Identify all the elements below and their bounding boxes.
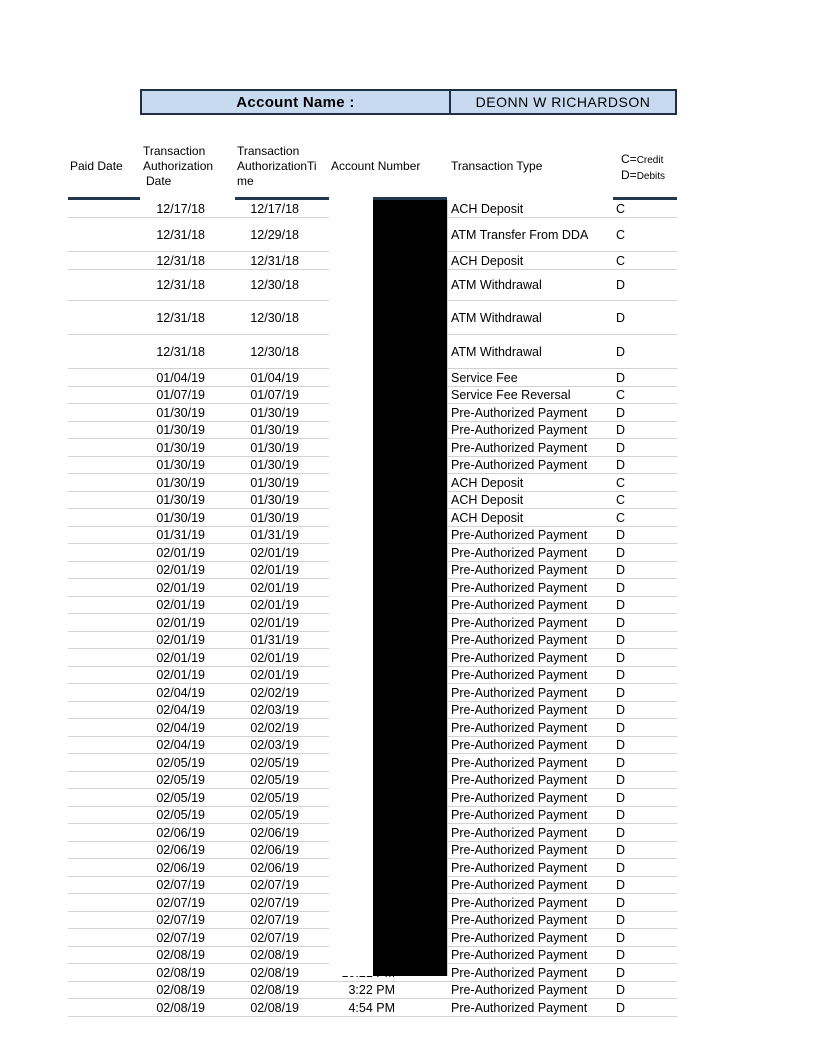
paid-date-cell: 02/06/19 xyxy=(156,860,205,875)
table-row xyxy=(68,982,677,999)
credit-debit-cell: D xyxy=(616,423,626,437)
credit-debit-cell: D xyxy=(616,685,626,700)
credit-debit-cell: D xyxy=(616,440,626,455)
authorization-date-cell: 12/31/18 xyxy=(250,253,299,268)
transaction-type-cell: Pre-Authorized Payment xyxy=(451,878,588,892)
transaction-type-cell: Pre-Authorized Payment xyxy=(451,913,588,927)
credit-debit-cell: C xyxy=(616,227,626,242)
transaction-type-cell: ATM Withdrawal xyxy=(451,278,542,292)
transaction-type-cell: ACH Deposit xyxy=(451,475,524,490)
paid-date-cell: 01/30/19 xyxy=(156,493,205,507)
paid-date-cell: 02/07/19 xyxy=(156,930,205,945)
transaction-type-cell: Pre-Authorized Payment xyxy=(451,930,588,945)
paid-date-cell: 02/01/19 xyxy=(156,615,205,630)
credit-debit-cell: D xyxy=(616,310,626,325)
credit-debit-cell: D xyxy=(616,668,626,682)
paid-date-cell: 02/08/19 xyxy=(156,983,205,997)
paid-date-cell: 02/05/19 xyxy=(156,773,205,787)
header-credit-word: Credit xyxy=(636,155,664,166)
credit-debit-cell: D xyxy=(616,598,626,612)
credit-debit-cell: D xyxy=(616,650,626,665)
transaction-type-cell: Pre-Authorized Payment xyxy=(451,685,588,700)
authorization-date-cell: 02/01/19 xyxy=(250,650,299,665)
credit-debit-cell: C xyxy=(616,493,626,507)
authorization-date-cell: 02/08/19 xyxy=(250,983,299,997)
transaction-type-cell: Pre-Authorized Payment xyxy=(451,615,588,630)
transaction-type-cell: Pre-Authorized Payment xyxy=(451,755,588,770)
authorization-date-cell: 02/05/19 xyxy=(250,790,299,805)
credit-debit-cell: D xyxy=(616,738,626,752)
header-transaction-type: Transaction Type xyxy=(451,159,543,173)
header-account-number: Account Number xyxy=(331,159,421,173)
account-name-label: Account Name : xyxy=(142,91,451,113)
authorization-date-cell: 01/30/19 xyxy=(250,423,299,437)
paid-date-cell: 01/30/19 xyxy=(156,405,205,420)
header-authorization-date-line2: Authorization xyxy=(143,159,214,173)
paid-date-cell: 01/30/19 xyxy=(156,475,205,490)
header-credit-code: C= xyxy=(621,152,637,166)
transaction-type-cell: Pre-Authorized Payment xyxy=(451,1000,588,1015)
credit-debit-cell: C xyxy=(616,475,626,490)
transaction-type-cell: Pre-Authorized Payment xyxy=(451,773,588,787)
paid-date-cell: 02/01/19 xyxy=(156,668,205,682)
paid-date-cell: 02/05/19 xyxy=(156,790,205,805)
transaction-type-cell: Pre-Authorized Payment xyxy=(451,790,588,805)
paid-date-cell: 02/01/19 xyxy=(156,563,205,577)
authorization-date-cell: 02/08/19 xyxy=(250,948,299,962)
transaction-type-cell: Pre-Authorized Payment xyxy=(451,633,588,647)
paid-date-cell: 02/01/19 xyxy=(156,545,205,560)
paid-date-cell: 02/05/19 xyxy=(156,808,205,822)
authorization-date-cell: 02/05/19 xyxy=(250,808,299,822)
transaction-type-cell: Pre-Authorized Payment xyxy=(451,965,588,980)
header-debit-code: D= xyxy=(621,168,637,182)
table-row xyxy=(68,999,677,1017)
transaction-type-cell: Pre-Authorized Payment xyxy=(451,440,588,455)
authorization-date-cell: 02/07/19 xyxy=(250,930,299,945)
paid-date-cell: 02/01/19 xyxy=(156,598,205,612)
paid-date-cell: 01/04/19 xyxy=(156,370,205,385)
authorization-date-cell: 02/01/19 xyxy=(250,563,299,577)
paid-date-cell: 12/31/18 xyxy=(156,253,205,268)
header-authorization-time-line2: AuthorizationTi xyxy=(237,159,317,173)
transaction-type-cell: Pre-Authorized Payment xyxy=(451,545,588,560)
transaction-type-cell: Pre-Authorized Payment xyxy=(451,405,588,420)
credit-debit-cell: D xyxy=(616,528,626,542)
credit-debit-cell: D xyxy=(616,405,626,420)
authorization-date-cell: 02/08/19 xyxy=(250,1000,299,1015)
paid-date-cell: 02/08/19 xyxy=(156,1000,205,1015)
transaction-type-cell: Pre-Authorized Payment xyxy=(451,423,588,437)
credit-debit-cell: D xyxy=(616,1000,626,1015)
header-authorization-time-line3: me xyxy=(237,174,254,188)
transaction-type-cell: Pre-Authorized Payment xyxy=(451,808,588,822)
credit-debit-cell: D xyxy=(616,825,626,840)
paid-date-cell: 02/04/19 xyxy=(156,720,205,735)
credit-debit-cell: D xyxy=(616,545,626,560)
credit-debit-cell: D xyxy=(616,563,626,577)
header-credit-debit xyxy=(621,152,665,184)
transaction-type-cell: ACH Deposit xyxy=(451,253,524,268)
authorization-time-cell: 4:54 PM xyxy=(348,1000,395,1015)
transaction-type-cell: Pre-Authorized Payment xyxy=(451,703,588,717)
transaction-type-cell: Pre-Authorized Payment xyxy=(451,650,588,665)
header-authorization-date-line3: Date xyxy=(146,174,172,188)
authorization-date-cell: 02/03/19 xyxy=(250,703,299,717)
authorization-date-cell: 02/01/19 xyxy=(250,668,299,682)
paid-date-cell: 01/31/19 xyxy=(156,528,205,542)
credit-debit-cell: D xyxy=(616,965,626,980)
transaction-type-cell: Pre-Authorized Payment xyxy=(451,738,588,752)
column-divider xyxy=(447,200,448,976)
paid-date-cell: 02/04/19 xyxy=(156,738,205,752)
authorization-date-cell: 01/30/19 xyxy=(250,440,299,455)
paid-date-cell: 02/01/19 xyxy=(156,650,205,665)
credit-debit-cell: D xyxy=(616,278,626,292)
paid-date-cell: 02/07/19 xyxy=(156,895,205,910)
authorization-date-cell: 02/06/19 xyxy=(250,860,299,875)
authorization-date-cell: 01/31/19 xyxy=(250,528,299,542)
account-number-redaction xyxy=(373,200,447,976)
credit-debit-cell: D xyxy=(616,633,626,647)
header-authorization-date-line1: Transaction xyxy=(143,144,206,158)
paid-date-cell: 12/31/18 xyxy=(156,344,205,359)
paid-date-cell: 02/04/19 xyxy=(156,685,205,700)
authorization-date-cell: 12/29/18 xyxy=(250,227,299,242)
authorization-date-cell: 02/06/19 xyxy=(250,843,299,857)
authorization-date-cell: 12/30/18 xyxy=(250,344,299,359)
header-authorization-time xyxy=(237,144,317,189)
authorization-date-cell: 02/01/19 xyxy=(250,545,299,560)
transaction-type-cell: Pre-Authorized Payment xyxy=(451,720,588,735)
credit-debit-cell: D xyxy=(616,860,626,875)
credit-debit-cell: C xyxy=(616,201,626,216)
header-authorization-date xyxy=(143,144,213,189)
authorization-date-cell: 02/08/19 xyxy=(250,965,299,980)
authorization-time-cell: 3:22 PM xyxy=(348,983,395,997)
header-authorization-time-line1: Transaction xyxy=(237,144,300,158)
paid-date-cell: 01/07/19 xyxy=(156,388,205,402)
credit-debit-cell: D xyxy=(616,580,626,595)
credit-debit-cell: D xyxy=(616,895,626,910)
authorization-date-cell: 12/17/18 xyxy=(250,201,299,216)
credit-debit-cell: D xyxy=(616,755,626,770)
transaction-type-cell: Pre-Authorized Payment xyxy=(451,668,588,682)
paid-date-cell: 12/31/18 xyxy=(156,227,205,242)
authorization-date-cell: 02/02/19 xyxy=(250,685,299,700)
authorization-date-cell: 01/07/19 xyxy=(250,388,299,402)
authorization-date-cell: 01/30/19 xyxy=(250,475,299,490)
credit-debit-cell: D xyxy=(616,983,626,997)
authorization-date-cell: 02/05/19 xyxy=(250,755,299,770)
paid-date-cell: 01/30/19 xyxy=(156,423,205,437)
authorization-date-cell: 12/30/18 xyxy=(250,310,299,325)
credit-debit-cell: C xyxy=(616,510,626,525)
paid-date-cell: 12/31/18 xyxy=(156,310,205,325)
authorization-date-cell: 02/01/19 xyxy=(250,615,299,630)
account-name-box xyxy=(140,89,677,115)
credit-debit-cell: D xyxy=(616,790,626,805)
credit-debit-cell: D xyxy=(616,843,626,857)
paid-date-cell: 02/08/19 xyxy=(156,965,205,980)
paid-date-cell: 01/30/19 xyxy=(156,458,205,472)
authorization-date-cell: 01/30/19 xyxy=(250,458,299,472)
credit-debit-cell: C xyxy=(616,388,626,402)
transaction-type-cell: ACH Deposit xyxy=(451,510,524,525)
transaction-type-cell: Pre-Authorized Payment xyxy=(451,843,588,857)
transaction-type-cell: Pre-Authorized Payment xyxy=(451,825,588,840)
authorization-date-cell: 01/30/19 xyxy=(250,405,299,420)
transaction-type-cell: ATM Withdrawal xyxy=(451,344,542,359)
credit-debit-cell: D xyxy=(616,930,626,945)
paid-date-cell: 02/07/19 xyxy=(156,878,205,892)
paid-date-cell: 02/04/19 xyxy=(156,703,205,717)
transaction-type-cell: Service Fee Reversal xyxy=(451,388,571,402)
header-paid-date: Paid Date xyxy=(70,159,123,173)
authorization-date-cell: 02/07/19 xyxy=(250,913,299,927)
paid-date-cell: 12/31/18 xyxy=(156,278,205,292)
credit-debit-cell: D xyxy=(616,344,626,359)
paid-date-cell: 02/06/19 xyxy=(156,843,205,857)
transaction-type-cell: ACH Deposit xyxy=(451,493,524,507)
credit-debit-cell: D xyxy=(616,703,626,717)
transaction-type-cell: Pre-Authorized Payment xyxy=(451,860,588,875)
transaction-type-cell: Pre-Authorized Payment xyxy=(451,580,588,595)
authorization-date-cell: 01/30/19 xyxy=(250,510,299,525)
credit-debit-cell: D xyxy=(616,948,626,962)
authorization-date-cell: 02/01/19 xyxy=(250,580,299,595)
paid-date-cell: 01/30/19 xyxy=(156,440,205,455)
paid-date-cell: 01/30/19 xyxy=(156,510,205,525)
paid-date-cell: 02/05/19 xyxy=(156,755,205,770)
authorization-date-cell: 01/04/19 xyxy=(250,370,299,385)
header-debit-line xyxy=(621,168,665,184)
authorization-date-cell: 02/07/19 xyxy=(250,878,299,892)
credit-debit-cell: C xyxy=(616,253,626,268)
credit-debit-cell: D xyxy=(616,370,626,385)
transaction-type-cell: Pre-Authorized Payment xyxy=(451,458,588,472)
authorization-date-cell: 02/02/19 xyxy=(250,720,299,735)
transaction-type-cell: ACH Deposit xyxy=(451,201,524,216)
authorization-date-cell: 02/07/19 xyxy=(250,895,299,910)
credit-debit-cell: D xyxy=(616,913,626,927)
transaction-type-cell: ATM Transfer From DDA xyxy=(451,227,589,242)
paid-date-cell: 02/01/19 xyxy=(156,633,205,647)
paid-date-cell: 02/06/19 xyxy=(156,825,205,840)
header-debit-word: Debits xyxy=(636,171,666,182)
transaction-type-cell: Pre-Authorized Payment xyxy=(451,598,588,612)
authorization-date-cell: 01/31/19 xyxy=(250,633,299,647)
paid-date-cell: 12/17/18 xyxy=(156,201,205,216)
transaction-type-cell: Pre-Authorized Payment xyxy=(451,563,588,577)
authorization-date-cell: 02/05/19 xyxy=(250,773,299,787)
transaction-type-cell: Pre-Authorized Payment xyxy=(451,983,588,997)
transaction-type-cell: Pre-Authorized Payment xyxy=(451,895,588,910)
credit-debit-cell: D xyxy=(616,720,626,735)
transaction-type-cell: Pre-Authorized Payment xyxy=(451,528,588,542)
account-number-gap xyxy=(329,200,373,976)
credit-debit-cell: D xyxy=(616,458,626,472)
header-credit-line xyxy=(621,152,665,168)
credit-debit-cell: D xyxy=(616,808,626,822)
transaction-type-cell: ATM Withdrawal xyxy=(451,310,542,325)
authorization-date-cell: 12/30/18 xyxy=(250,278,299,292)
authorization-date-cell: 02/03/19 xyxy=(250,738,299,752)
authorization-date-cell: 02/06/19 xyxy=(250,825,299,840)
paid-date-cell: 02/07/19 xyxy=(156,913,205,927)
account-name-value: DEONN W RICHARDSON xyxy=(475,94,651,110)
credit-debit-cell: D xyxy=(616,878,626,892)
credit-debit-cell: D xyxy=(616,615,626,630)
paid-date-cell: 02/08/19 xyxy=(156,948,205,962)
paid-date-cell: 02/01/19 xyxy=(156,580,205,595)
authorization-date-cell: 01/30/19 xyxy=(250,493,299,507)
transaction-type-cell: Pre-Authorized Payment xyxy=(451,948,588,962)
authorization-date-cell: 02/01/19 xyxy=(250,598,299,612)
credit-debit-cell: D xyxy=(616,773,626,787)
transaction-type-cell: Service Fee xyxy=(451,370,518,385)
